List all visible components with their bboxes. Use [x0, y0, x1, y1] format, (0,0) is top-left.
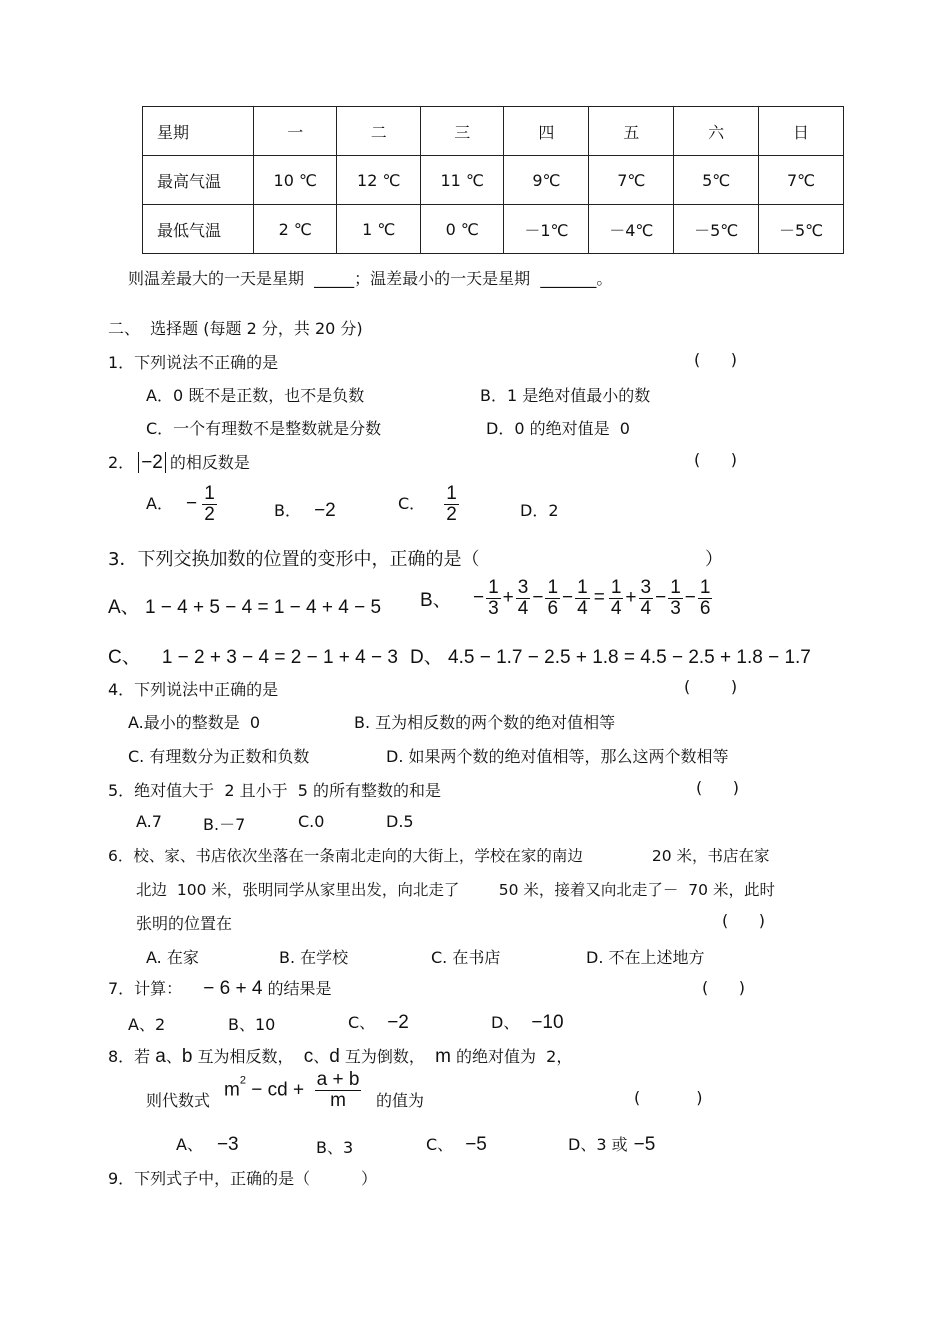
- denominator: 4: [517, 597, 529, 619]
- question-text: 的相反数是: [169, 453, 250, 472]
- option-b: B.－7: [203, 815, 246, 834]
- question-9-stem: 9．下列式子中，正确的是（ ）: [108, 1169, 378, 1188]
- option-b: B．1 是绝对值最小的数: [480, 386, 651, 405]
- denominator: 6: [547, 597, 559, 619]
- table-cell: 9℃: [504, 156, 589, 205]
- question-text: 互为相反数，: [192, 1047, 304, 1066]
- question-text: 的结果是: [267, 979, 332, 998]
- question-6-line1: 6．校、家、书店依次坐落在一条南北走向的大街上，学校在家的南边 20 米，书店在家: [108, 847, 770, 865]
- denominator: 3: [488, 597, 499, 619]
- operator: −: [532, 587, 544, 609]
- option-d: D. 如果两个数的绝对值相等，那么这两个数相等: [386, 747, 729, 766]
- option-a: A、 1 − 4 + 5 − 4 = 1 − 4 + 4 − 5: [108, 597, 382, 618]
- fraction: [668, 578, 683, 619]
- table-cell: －5℃: [674, 205, 759, 254]
- table-cell: 1 ℃: [337, 205, 420, 254]
- option-d: [568, 1132, 655, 1156]
- option-label: B、: [420, 589, 452, 611]
- table-cell: 四: [504, 107, 589, 156]
- option-label: A．: [146, 493, 173, 513]
- question-8-tail: 的值为: [376, 1091, 425, 1110]
- exponent: 2: [239, 1074, 246, 1087]
- option-b: B、10: [228, 1015, 276, 1034]
- option-c: C．一个有理数不是整数就是分数: [146, 419, 382, 438]
- table-cell: 11 ℃: [420, 156, 503, 205]
- option-value: −2: [387, 1012, 409, 1033]
- fraction: [444, 484, 459, 525]
- fraction: [315, 1070, 362, 1111]
- table-row: [143, 205, 844, 254]
- option-b: [420, 578, 712, 619]
- fraction: [698, 578, 713, 619]
- equals-sign: =: [593, 587, 605, 609]
- table-cell: 二: [337, 107, 420, 156]
- option-a: A．0 既不是正数，也不是负数: [146, 386, 365, 405]
- operator: −: [472, 587, 485, 609]
- question-2-stem: [108, 450, 250, 474]
- question-text: 7．计算：: [108, 979, 183, 998]
- option-a: A.最小的整数是 0: [128, 713, 261, 732]
- option-b: B. 互为相反数的两个数的绝对值相等: [354, 713, 616, 732]
- numerator: 3: [517, 577, 529, 598]
- variable: m: [435, 1046, 451, 1067]
- table-cell: 一: [254, 107, 337, 156]
- question-text: 、: [313, 1047, 330, 1066]
- operator: +: [502, 587, 514, 609]
- option-label: D、: [491, 1013, 520, 1032]
- question-3-stem: 3．下列交换加数的位置的变形中，正确的是（: [108, 549, 480, 570]
- variable: a: [155, 1046, 166, 1067]
- table-cell: 7℃: [759, 156, 844, 205]
- numerator: 1: [488, 577, 499, 598]
- table-row: [143, 107, 844, 156]
- answer-paren: ( ): [694, 350, 737, 369]
- question-1-stem: 1．下列说法不正确的是: [108, 353, 279, 372]
- numerator: 1: [204, 483, 215, 504]
- option-c: [426, 1132, 487, 1156]
- denominator: 3: [670, 597, 681, 619]
- operator: −: [562, 587, 574, 609]
- option-value: −2: [314, 500, 336, 521]
- option-label: D、3 或: [568, 1135, 628, 1154]
- option-value: −5: [465, 1134, 487, 1155]
- fraction: [545, 578, 560, 619]
- option-label: B．: [274, 501, 301, 520]
- option-a: [176, 1132, 239, 1156]
- variable: c: [303, 1046, 314, 1067]
- table-cell: 0 ℃: [420, 205, 503, 254]
- question-text: 8．若: [108, 1047, 156, 1066]
- option-c: C. 在书店: [431, 948, 501, 967]
- table-cell: 5℃: [674, 156, 759, 205]
- question-text: 的绝对值为 2，: [450, 1047, 573, 1066]
- option-value: −10: [531, 1012, 564, 1033]
- denominator: 6: [699, 597, 711, 619]
- numerator: 1: [670, 577, 681, 598]
- table-cell: 最高气温: [143, 156, 254, 205]
- answer-paren: ( ): [702, 978, 745, 997]
- option-label: C、: [348, 1013, 376, 1032]
- table-question: 则温差最大的一天是星期 _____；温差最小的一天是星期 _______。: [128, 269, 613, 288]
- fraction: [486, 578, 501, 619]
- temperature-table: [142, 106, 844, 254]
- table-cell: －5℃: [759, 205, 844, 254]
- question-4-stem: 4．下列说法中正确的是: [108, 680, 279, 699]
- answer-paren: ( ): [694, 450, 737, 469]
- numerator: 3: [640, 577, 652, 598]
- fraction: [575, 578, 590, 619]
- absolute-value: −2: [138, 452, 166, 473]
- question-8-expression: [224, 1070, 361, 1111]
- answer-paren: ( ): [696, 778, 739, 797]
- question-5-stem: 5．绝对值大于 2 且小于 5 的所有整数的和是: [108, 781, 442, 800]
- table-cell: －4℃: [589, 205, 674, 254]
- numerator: 1: [610, 577, 622, 598]
- table-cell: 星期: [143, 107, 254, 156]
- option-b: B、3: [316, 1138, 354, 1157]
- variable: b: [181, 1046, 193, 1067]
- fraction: [609, 578, 624, 619]
- option-d: D．0 的绝对值是 0: [486, 419, 630, 438]
- option-c: [348, 1010, 409, 1034]
- option-a: A、2: [128, 1015, 166, 1034]
- option-d: D．2: [520, 501, 559, 520]
- question-6-line2: 北边 100 米，张明同学从家里出发，向北走了 50 米，接着又向北走了－ 70 米，此时: [136, 881, 775, 899]
- table-cell: 12 ℃: [337, 156, 420, 205]
- option-value: −3: [216, 1134, 239, 1155]
- table-cell: 7℃: [589, 156, 674, 205]
- variable: d: [329, 1046, 340, 1067]
- fraction: [202, 484, 217, 525]
- table-cell: 10 ℃: [254, 156, 337, 205]
- option-label: C、: [426, 1135, 454, 1154]
- option-c: [398, 484, 459, 525]
- option-c: C. 有理数分为正数和负数: [128, 747, 310, 766]
- operator: +: [625, 587, 637, 609]
- question-number: 2．: [108, 453, 135, 472]
- question-text: 互为倒数，: [339, 1047, 436, 1066]
- option-label: A、: [176, 1135, 203, 1154]
- numerator: a + b: [316, 1069, 360, 1090]
- table-cell: 三: [420, 107, 503, 156]
- fraction: [639, 578, 654, 619]
- denominator: 4: [640, 597, 652, 619]
- option-d: D.5: [386, 812, 414, 831]
- question-8-stem: [108, 1044, 572, 1068]
- numerator: 1: [577, 577, 588, 598]
- question-7-stem: [108, 976, 332, 1000]
- variable: m: [224, 1079, 240, 1101]
- answer-paren: ( ): [684, 677, 738, 696]
- answer-paren-close: ）: [705, 549, 723, 570]
- numerator: 1: [699, 577, 711, 598]
- numerator: 1: [547, 577, 559, 598]
- operator: −: [684, 587, 696, 609]
- option-a: A. 在家: [146, 948, 199, 967]
- option-label: C．: [398, 493, 426, 513]
- option-d: [491, 1010, 564, 1034]
- table-cell: 六: [674, 107, 759, 156]
- option-d: D、 4.5 − 1.7 − 2.5 + 1.8 = 4.5 − 2.5 + 1.8 − 1.7: [410, 647, 811, 668]
- table-cell: 2 ℃: [254, 205, 337, 254]
- answer-paren: ( ): [634, 1088, 703, 1107]
- answer-paren: ( ): [722, 911, 765, 930]
- fraction-expression: [471, 577, 713, 619]
- option-c: C.0: [298, 812, 325, 831]
- fraction: [516, 578, 531, 619]
- option-value: −5: [633, 1134, 656, 1155]
- option-b: [274, 498, 336, 522]
- question-text: 、: [165, 1047, 182, 1066]
- numerator: 1: [446, 483, 457, 504]
- table-cell: 最低气温: [143, 205, 254, 254]
- section-heading: 二、 选择题 (每题 2 分，共 20 分): [108, 319, 363, 338]
- expression: − 6 + 4: [203, 978, 263, 999]
- denominator: 4: [610, 597, 622, 619]
- option-c: C、 1 − 2 + 3 − 4 = 2 − 1 + 4 − 3: [108, 647, 398, 668]
- denominator: m: [330, 1089, 346, 1111]
- option-d: D. 不在上述地方: [586, 948, 705, 967]
- question-6-line3: 张明的位置在: [136, 914, 233, 933]
- table-cell: －1℃: [504, 205, 589, 254]
- denominator: 2: [446, 503, 457, 525]
- table-cell: 日: [759, 107, 844, 156]
- question-8-expression-label: 则代数式: [146, 1091, 211, 1110]
- operator: −: [655, 587, 667, 609]
- option-a: [146, 484, 217, 525]
- option-a: A.7: [136, 812, 162, 831]
- table-row: [143, 156, 844, 205]
- denominator: 4: [577, 597, 588, 619]
- minus-sign: −: [186, 493, 198, 515]
- option-b: B. 在学校: [279, 948, 349, 967]
- denominator: 2: [204, 503, 215, 525]
- table-cell: 五: [589, 107, 674, 156]
- expression-part: − cd +: [245, 1079, 310, 1101]
